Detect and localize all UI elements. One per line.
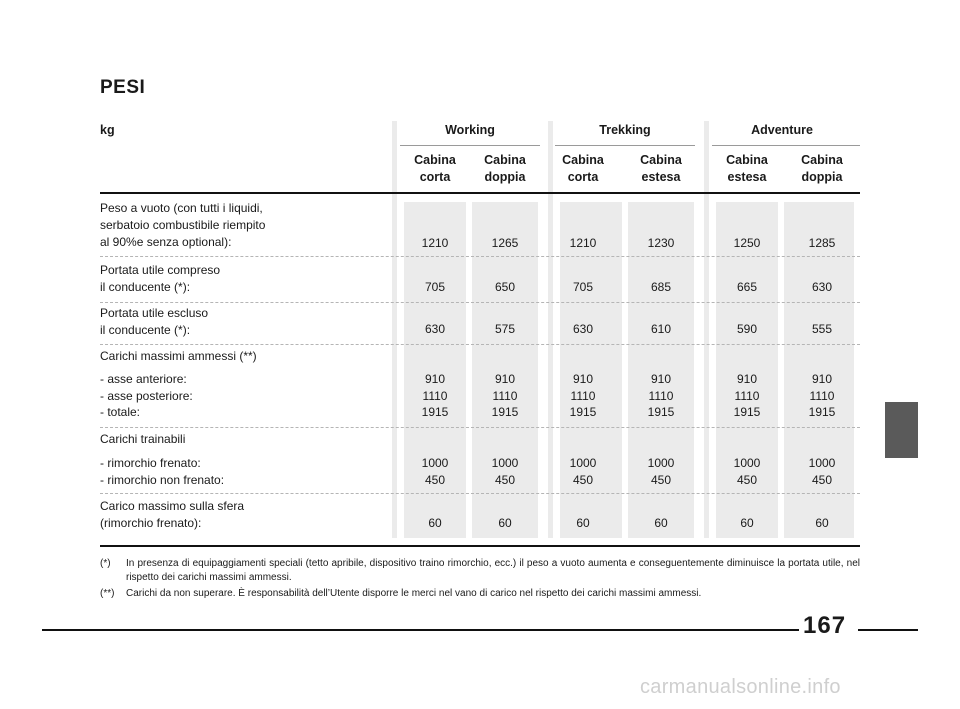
cell-carichi-trainabili: 1000 450 <box>569 456 597 487</box>
column-header-working-corta: Cabina corta <box>414 153 456 184</box>
row-label-carichi-massimi: - asse anteriore: - asse posteriore: - totale: <box>100 372 193 419</box>
cell-carico-sfera: 60 <box>498 516 512 530</box>
group-underline-working <box>400 145 540 146</box>
cell-portata-escluso: 575 <box>494 322 516 336</box>
group-header-working: Working <box>445 123 495 137</box>
cell-carichi-massimi: 910 1110 1915 <box>491 372 519 419</box>
cell-peso-vuoto: 1285 <box>808 236 836 250</box>
cell-portata-compreso: 650 <box>494 280 516 294</box>
row-divider <box>100 344 860 345</box>
watermark: carmanualsonline.info <box>640 676 841 698</box>
cell-carichi-trainabili: 1000 450 <box>421 456 449 487</box>
cell-carichi-massimi: 910 1110 1915 <box>808 372 836 419</box>
cell-carico-sfera: 60 <box>576 516 590 530</box>
cell-carico-sfera: 60 <box>654 516 668 530</box>
table-bottom-rule <box>100 545 860 547</box>
row-label-peso-vuoto: Peso a vuoto (con tutti i liquidi, serbatoio combustibile riempito al 90%e senza optional): <box>100 201 266 249</box>
footnote-text: Carichi da non superare. È responsabilità dell’Utente disporre le merci nel vano di carico nel rispetto dei carichi massimi ammessi. <box>126 588 702 599</box>
cell-carichi-massimi: 910 1110 1915 <box>733 372 761 419</box>
row-divider <box>100 256 860 257</box>
cell-portata-escluso: 630 <box>424 322 446 336</box>
table-header-rule <box>100 192 860 194</box>
footer-rule-right <box>858 629 918 631</box>
row-heading-carichi-trainabili: Carichi trainabili <box>100 432 186 446</box>
group-underline-adventure <box>712 145 860 146</box>
footnote-mark: (*) <box>100 558 111 569</box>
row-label-portata-escluso: Portata utile escluso il conducente (*): <box>100 306 209 337</box>
cell-peso-vuoto: 1265 <box>491 236 519 250</box>
cell-portata-escluso: 555 <box>811 322 833 336</box>
cell-portata-compreso: 705 <box>424 280 446 294</box>
footnote <box>100 557 860 584</box>
column-header-trekking-corta: Cabina corta <box>562 153 604 184</box>
footnotes <box>100 557 860 604</box>
cell-portata-compreso: 630 <box>811 280 833 294</box>
cell-portata-compreso: 705 <box>572 280 594 294</box>
footer-rule-left <box>42 629 799 631</box>
row-divider <box>100 427 860 428</box>
cell-portata-escluso: 610 <box>650 322 672 336</box>
cell-carico-sfera: 60 <box>740 516 754 530</box>
row-label-carico-sfera: Carico massimo sulla sfera (rimorchio frenato): <box>100 499 245 530</box>
cell-carichi-massimi: 910 1110 1915 <box>647 372 675 419</box>
column-header-working-doppia: Cabina doppia <box>484 153 526 184</box>
row-heading-carichi-massimi: Carichi massimi ammessi (**) <box>100 349 257 363</box>
unit-label: kg <box>100 123 115 137</box>
cell-carichi-trainabili: 1000 450 <box>491 456 519 487</box>
cell-carichi-trainabili: 1000 450 <box>808 456 836 487</box>
row-label-carichi-trainabili: - rimorchio frenato: - rimorchio non frenato: <box>100 456 225 487</box>
row-divider <box>100 493 860 494</box>
footnote <box>100 587 860 601</box>
column-header-adventure-doppia: Cabina doppia <box>801 153 843 184</box>
cell-portata-compreso: 665 <box>736 280 758 294</box>
group-header-adventure: Adventure <box>751 123 813 137</box>
cell-carichi-trainabili: 1000 450 <box>647 456 675 487</box>
cell-carichi-trainabili: 1000 450 <box>733 456 761 487</box>
row-label-portata-compreso: Portata utile compreso il conducente (*): <box>100 263 221 294</box>
cell-carichi-massimi: 910 1110 1915 <box>421 372 449 419</box>
section-thumb-tab <box>885 402 918 458</box>
cell-peso-vuoto: 1230 <box>647 236 675 250</box>
cell-peso-vuoto: 1210 <box>569 236 597 250</box>
cell-carico-sfera: 60 <box>428 516 442 530</box>
cell-peso-vuoto: 1250 <box>733 236 761 250</box>
cell-peso-vuoto: 1210 <box>421 236 449 250</box>
page-title: PESI <box>100 77 146 98</box>
cell-portata-compreso: 685 <box>650 280 672 294</box>
page-number: 167 <box>803 612 847 639</box>
cell-portata-escluso: 590 <box>736 322 758 336</box>
group-underline-trekking <box>555 145 695 146</box>
row-divider <box>100 302 860 303</box>
column-header-adventure-estesa: Cabina estesa <box>726 153 768 184</box>
group-header-trekking: Trekking <box>599 123 651 137</box>
footnote-mark: (**) <box>100 588 115 599</box>
cell-portata-escluso: 630 <box>572 322 594 336</box>
footnote-text: In presenza di equipaggiamenti speciali (tetto apribile, dispositivo traino rimorchio, ecc.) il peso a vuoto aumenta e conseguentemente diminuisce la portata utile, nel rispetto dei carichi massimi ammessi. <box>126 558 860 583</box>
cell-carichi-massimi: 910 1110 1915 <box>569 372 597 419</box>
column-header-trekking-estesa: Cabina estesa <box>640 153 682 184</box>
cell-carico-sfera: 60 <box>815 516 829 530</box>
